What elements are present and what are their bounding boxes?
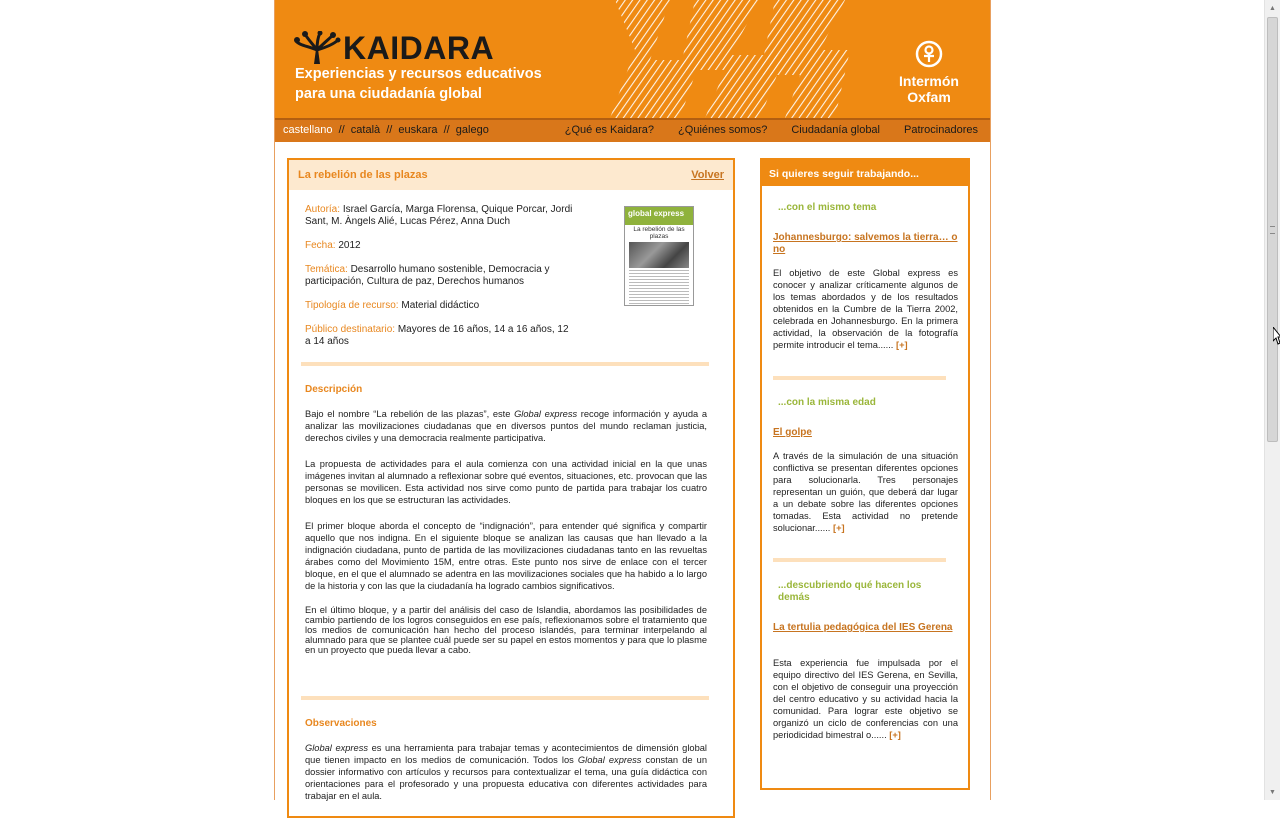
lang-separator: // (386, 124, 393, 136)
page-container (274, 0, 991, 800)
resource-title: La rebelión de las plazas (298, 169, 428, 181)
audience-label: Público destinatario: (305, 324, 396, 335)
decorative-pattern (610, 0, 850, 118)
resource-cover-image[interactable] (624, 206, 694, 306)
related-link-tertulia[interactable]: La tertulia pedagógica del IES Gerena (773, 622, 953, 633)
date-label: Fecha: (305, 240, 336, 251)
section-divider (301, 362, 709, 366)
language-selector (283, 124, 489, 136)
sidebar-divider (773, 376, 946, 380)
description-paragraph-2: La propuesta de actividades para el aula comienza con una actividad inicial en la que unas imágenes invitan al alumnado a reflexionar sobre qué eventos, situaciones, etc. provocan que las personas se movilicen. Esta actividad nos sirve como punto de partida para trabajar los cuatro bloques en los que se estructuran las actividades. (305, 459, 707, 505)
type-value: Material didáctico (401, 300, 480, 311)
related-link-el-golpe[interactable]: El golpe (773, 427, 812, 438)
lang-catala[interactable]: català (350, 124, 381, 136)
cover-title: La rebelión de las plazas (633, 226, 685, 240)
more-link[interactable]: [+] (832, 523, 845, 533)
description-paragraph-3: El primer bloque aborda el concepto de “indignación”, para entender qué significa y compartir aquello que nos indigna. En el siguiente bloque se analizan las causas que han llevado a la indignación ciudadana, punto de partida de las movilizaciones ciudadanas tanto en las revueltas árabes como del Movimiento 15M, entre otras. Este punto nos sirve de enlace con el tercer bloque, en el que el alumnado se adentra en las movilizaciones sociales que ha habido a lo largo de la historia y con las que la ciudadanía ha logrado cambios significativos. (305, 521, 707, 591)
section-divider (301, 696, 709, 700)
meta-audience (305, 324, 575, 348)
theme-label: Temática: (305, 264, 348, 275)
meta-author (305, 204, 575, 228)
lang-euskara[interactable]: euskara (398, 124, 438, 136)
sponsor-line-1: Intermón (899, 73, 959, 89)
scroll-down-arrow-icon[interactable]: ▼ (1269, 788, 1276, 796)
type-label: Tipología de recurso: (305, 300, 399, 311)
scrollbar-thumb[interactable] (1267, 17, 1278, 442)
intermon-oxfam-logo[interactable] (887, 40, 971, 105)
audience-value: Mayores de 16 años, 14 a 16 años, 12 a 14 años (305, 324, 569, 347)
author-value: Israel García, Marga Florensa, Quique Porcar, Jordi Sant, M. Àngels Alié, Lucas Pérez, Anna Duch (305, 204, 573, 227)
related-link-johannesburgo[interactable]: Johannesburgo: salvemos la tierra… o no (773, 232, 958, 255)
oxfam-icon (915, 40, 943, 68)
nav-links (565, 124, 978, 136)
back-link[interactable]: Volver (691, 169, 724, 181)
date-value: 2012 (338, 240, 361, 251)
tagline-line-2: para una ciudadanía global (295, 86, 482, 102)
description-heading: Descripción (305, 384, 363, 395)
resource-panel (287, 158, 735, 818)
more-link[interactable]: [+] (895, 340, 908, 350)
lang-separator: // (443, 124, 450, 136)
tagline (295, 64, 595, 104)
meta-date (305, 240, 575, 252)
lang-castellano[interactable]: castellano (283, 124, 333, 136)
header-banner (275, 0, 990, 118)
sponsor-line-2: Oxfam (907, 89, 951, 105)
more-link[interactable]: [+] (889, 730, 901, 740)
mouse-cursor-icon (1273, 327, 1280, 345)
observations-paragraph: Global express es una herramienta para trabajar temas y acontecimientos de dimensión global que tienen impacto en los medios de comunicación. Todos los Global express constan de un dossier informativo con artículos y recursos para contextualizar el tema, una guía didáctica con orientaciones para el profesorado y una propuesta educativa con diferentes actividades para trabajar en el aula. (305, 743, 707, 801)
nav-bar (275, 118, 990, 142)
kaidara-logo[interactable] (293, 30, 494, 66)
resource-header (289, 160, 733, 190)
description-paragraph-1: Bajo el nombre “La rebelión de las plazas”, este Global express recoge información y ayuda a analizar las movilizaciones ciudadanas que en diversos puntos del mundo reclaman justicia, derechos civiles y una democracia realmente participativa. (305, 409, 708, 443)
cover-text-lines (629, 270, 689, 306)
lang-separator: // (338, 124, 345, 136)
scroll-up-arrow-icon[interactable]: ▲ (1269, 4, 1276, 12)
sidebar-title: Si quieres seguir trabajando... (762, 160, 968, 186)
tagline-line-1: Experiencias y recursos educativos (295, 66, 542, 82)
meta-type (305, 300, 575, 312)
theme-value: Desarrollo humano sostenible, Democracia y participación, Cultura de paz, Derechos humanos (305, 264, 550, 287)
nav-link-ciudadania-global[interactable]: Ciudadanía global (791, 124, 880, 136)
logo-text: KAIDARA (343, 30, 495, 66)
sidebar-heading-same-topic: ...con el mismo tema (778, 202, 877, 213)
sidebar-heading-same-age: ...con la misma edad (778, 397, 876, 408)
related-summary-johannesburgo: El objetivo de este Global express es conocer y analizar críticamente algunos de los temas abordados y de los resultados obtenidos en la Cumbre de la Tierra 2002, celebrada en Johannesburgo. En la primera actividad, la observación de la fotografía permite introducir el tema...... [+] (773, 268, 958, 350)
author-label: Autoría: (305, 204, 341, 215)
nav-link-quienes-somos[interactable]: ¿Quiénes somos? (678, 124, 768, 136)
description-paragraph-4: En el último bloque, y a partir del análisis del caso de Islandia, abordamos las posibilidades de cambio partiendo de los logros conseguidos en ese país, reflexionamos sobre el tratamiento que los medios de comunicación han hecho del proceso islandés, para terminar interpelando al alumnado para que se plantee cuál puede ser su papel en estos momentos y para que lo plasme en un proyecto que pueda llevar a cabo. (305, 605, 707, 655)
baobab-tree-icon (293, 31, 341, 65)
meta-theme (305, 264, 575, 288)
observations-heading: Observaciones (305, 718, 377, 729)
grip-icon (1270, 226, 1275, 234)
sidebar-divider (773, 558, 946, 562)
vertical-scrollbar[interactable] (1264, 0, 1280, 800)
cover-brand: global express (625, 207, 693, 225)
cover-photo (629, 242, 689, 268)
nav-link-patrocinadores[interactable]: Patrocinadores (904, 124, 978, 136)
related-summary-el-golpe: A través de la simulación de una situación conflictiva se presentan diferentes opciones para solucionarla. Tres personajes representan un guión, que deberá dar lugar a un debate sobre las diferentes opciones tomadas. Esta actividad no pretende solucionar...... [+] (773, 451, 958, 533)
related-summary-tertulia: Esta experiencia fue impulsada por el equipo directivo del IES Gerena, en Sevilla, con el objetivo de conseguir una proyección del centro educativo y su actividad hacia la comunidad. Para lograr este objetivo se organizó un ciclo de conferencias con una periodicidad bimestral o...... [+] (773, 658, 958, 740)
sidebar-heading-others: ...descubriendo qué hacen los demás (778, 580, 922, 603)
related-sidebar (760, 158, 970, 790)
lang-galego[interactable]: galego (455, 124, 489, 136)
nav-link-que-es[interactable]: ¿Qué es Kaidara? (564, 124, 655, 136)
